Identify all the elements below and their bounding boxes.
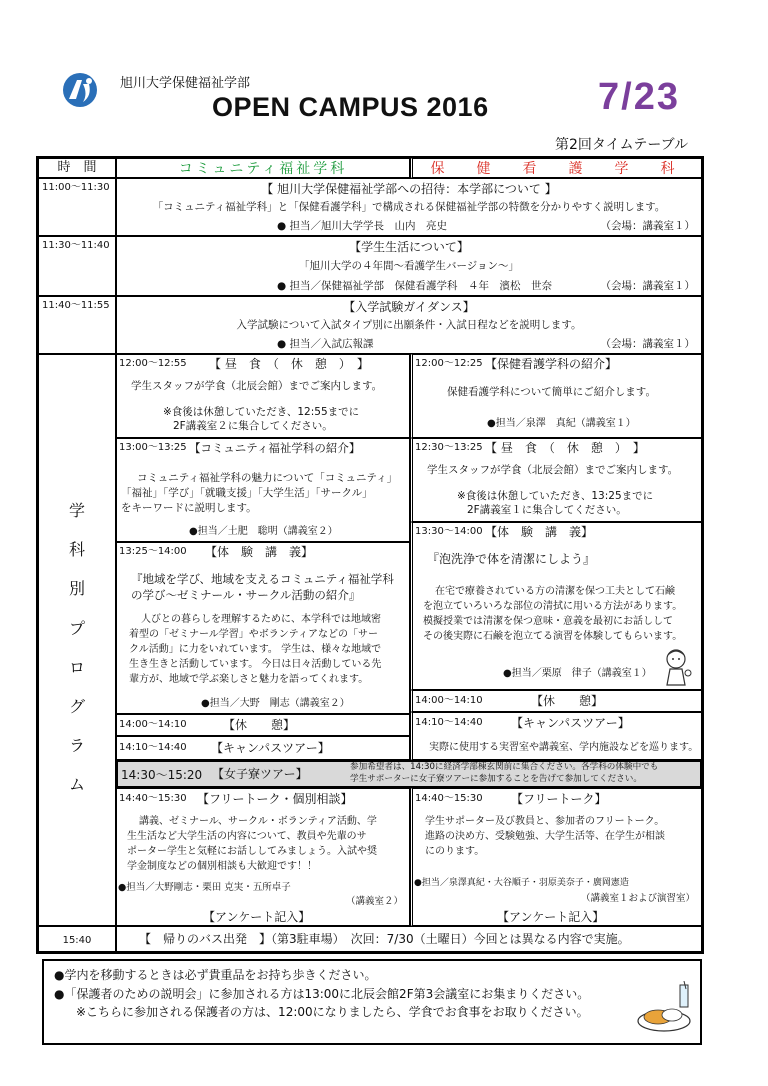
session-person: ●担当／泉澤真紀・大谷順子・羽原美奈子・廣岡憲造 (414, 878, 629, 888)
session-title: 【フリートーク】 (511, 792, 607, 806)
common-session-student-life (116, 236, 702, 296)
note-parents-lunch: ※こちらに参加される保護者の方は、12:00になりましたら、学食でお食事をお取りください。 (76, 1005, 589, 1020)
session-person: ●担当／泉澤 真紀（講義室１） (487, 418, 636, 429)
session-time: 13:00～13:25 (119, 442, 187, 453)
session-person: ● 担当／旭川大学学長 山内 亮史 (277, 220, 447, 232)
community-lunch: 12:00～12:55 【 昼 食 （ 休 憩 ） 】 学生スタッフが学食（北辰会館）までご案内します。 ※食後は休憩していただき、12:55までに 2F講義室２に集合してください。 (116, 354, 410, 438)
program-label: 学 科 別 プ ロ グ ラ ム (38, 354, 116, 926)
session-title: 【キャンパスツアー】 (211, 741, 330, 755)
session-time: 14:40～15:30 (415, 793, 483, 804)
session-time: 14:30～15:20 (121, 768, 203, 782)
session-room: （講義室１および演習室） (580, 893, 695, 904)
time-cell: 11:40～11:55 (38, 296, 116, 354)
common-session-admission (116, 296, 702, 354)
community-intro: 13:00～13:25 【コミュニティ福祉学科の紹介】 コミュニティ福祉学科の魅力について「コミュニティ」 「福祉」「学び」「就職支援」「大学生活」「サークル」 をキーワードに説明します。 ●担当／土肥 聡明（講義室２） (116, 438, 410, 542)
event-date: 7/23 (598, 76, 680, 118)
session-title: 【入学試験ガイダンス】 (343, 300, 475, 314)
session-time: 14:10～14:40 (119, 742, 187, 753)
session-title: 【 昼 食 （ 休 憩 ） 】 (485, 441, 645, 455)
community-tour (116, 736, 410, 760)
bus-departure: 【 帰りのバス出発 】（第3駐車場） 次回：7/30（土曜日）今回とは異なる内容で実施。 (116, 926, 702, 952)
session-room: （講義室２） (345, 896, 403, 907)
survey-label: 【アンケート記入】 (497, 910, 605, 924)
timetable-subtitle: 第2回タイムテーブル (555, 137, 689, 153)
time-cell: 11:30～11:40 (38, 236, 116, 296)
dorm-tour: 14:30～15:20 【女子寮ツアー】 参加希望者は、14:30に経済学部棟玄関前に集合ください。各学科の体験中でも 学生サポーターに女子寮ツアーに参加することを告げて参加してください。 (116, 760, 702, 788)
session-room: （会場：講義室１） (600, 220, 695, 232)
session-time: 13:30～14:00 (415, 526, 483, 537)
session-time: 14:10～14:40 (415, 717, 483, 728)
session-time: 13:25～14:00 (119, 546, 187, 557)
time-cell: 11:00～11:30 (38, 178, 116, 236)
session-person: ●担当／土肥 聡明（講義室２） (189, 526, 338, 537)
session-person: ● 担当／保健福祉学部 保健看護学科 ４年 濱松 世奈 (277, 280, 552, 292)
session-title: 【学生生活について】 (349, 240, 469, 254)
note-valuables: ●学内を移動するときは必ず貴重品をお持ち歩きください。 (54, 968, 377, 982)
column-header-community: コミュニティ福祉学科 (116, 158, 410, 178)
notes-box (42, 959, 702, 1045)
community-free-talk: 14:40～15:30 【フリートーク・個別相談】 講義、ゼミナール、サークル・ボランティア活動、学 生生活など大学生活の内容について、教員や先輩のサ ポーター学生と気軽にお話ししてみましょう。入試や奨 学金制度などの個別相談も大歓迎です！！ ●担当／大野剛志・栗田 克実・五所卓子 （講義室２） 【アンケート記入】 (116, 788, 410, 926)
session-title: 【保健看護学科の紹介】 (485, 357, 618, 371)
session-description: 入学試験について入試タイプ別に出願条件・入試日程などを説明します。 (236, 319, 582, 332)
session-title: 【休 憩】 (531, 694, 604, 708)
common-session-invitation (116, 178, 702, 236)
nursing-free-talk: 14:40～15:30 【フリートーク】 学生サポーター及び教員と、参加者のフリートーク。 進路の決め方、受験勉強、大学生活等、在学生が相談 にのります。 ●担当／泉澤真紀・大谷順子・羽原美奈子・廣岡憲造 （講義室１および演習室） 【アンケート記入】 (410, 788, 702, 926)
session-room: （会場：講義室１） (600, 338, 695, 350)
nursing-lecture: 13:30～14:00 【体 験 講 義】 『泡洗浄で体を清潔にしよう』 在宅で療養されている方の清潔を保つ工夫として石鹸 を泡立ていろいろな部位の清拭に用いる方法があります。 模擬授業では清潔を保つ意味・意義を最初にお話しして その後実際に石鹸を泡立てる演習を体験してもらいます。 ●担当／栗原 律子（講義室１） (410, 522, 702, 690)
session-person: ●担当／大野剛志・栗田 克実・五所卓子 (118, 882, 291, 893)
session-title: 【休 憩】 (223, 718, 296, 732)
session-title: 【フリートーク・個別相談】 (197, 792, 353, 806)
session-description: 「旭川大学の４年間～看護学生バージョン～」 (298, 260, 520, 273)
page-title: OPEN CAMPUS 2016 (212, 92, 489, 122)
session-time: 12:30～13:25 (415, 442, 483, 453)
column-header-time: 時 間 (38, 158, 116, 178)
time-cell: 15:40 (38, 926, 116, 952)
session-time: 14:40～15:30 (119, 793, 187, 804)
nurse-illustration-icon (659, 647, 693, 687)
session-description: 「コミュニティ福祉学科」と「保健看護学科」で構成される保健福祉学部の特徴を分かりやすく説明します。 (152, 201, 666, 214)
session-title: 【体 験 講 義】 (205, 545, 314, 559)
session-room: （会場：講義室１） (600, 280, 695, 292)
session-time: 12:00～12:55 (119, 358, 187, 369)
session-time: 12:00～12:25 (415, 358, 483, 369)
timetable (36, 156, 704, 954)
session-title: 【体 験 講 義】 (485, 525, 594, 539)
curry-rice-icon (636, 981, 694, 1035)
community-lecture: 13:25～14:00 【体 験 講 義】 『地域を学び、地域を支えるコミュニティ福祉学科 の学び～ゼミナール・サークル活動の紹介』 人びとの暮らしを理解するために、本学科では地域密 着型の「ゼミナール学習」やボランティアなどの「サー クル活動」に力をいれています。 学生は、様々な地域で 生き生きと活動しています。 今日は日々活動している先 輩方が、地域で学ぶ楽しさと魅力を語ってくれます。 ●担当／大野 剛志（講義室２） (116, 542, 410, 714)
session-time: 14:00～14:10 (415, 695, 483, 706)
university-logo (62, 72, 98, 108)
session-time: 14:00～14:10 (119, 719, 187, 730)
nursing-break (410, 690, 702, 712)
nursing-tour: 14:10～14:40 【キャンパスツアー】 実際に使用する実習室や講義室、学内施設などを巡ります。 (410, 712, 702, 760)
session-title: 【 旭川大学保健福祉学部への招待：本学部について 】 (261, 182, 557, 196)
university-name: 旭川大学保健福祉学部 (120, 76, 251, 91)
session-person: ●担当／大野 剛志（講義室２） (201, 698, 350, 709)
session-person: ● 担当／入試広報課 (277, 338, 374, 350)
survey-label: 【アンケート記入】 (203, 910, 311, 924)
column-header-nursing: 保 健 看 護 学 科 (410, 158, 702, 178)
session-title: 【コミュニティ福祉学科の紹介】 (189, 441, 361, 455)
nursing-lunch: 12:30～13:25 【 昼 食 （ 休 憩 ） 】 学生スタッフが学食（北辰会館）までご案内します。 ※食後は休憩していただき、13:25までに 2F講義室１に集合してください。 (410, 438, 702, 522)
session-title: 【女子寮ツアー】 (212, 767, 308, 781)
nursing-intro: 12:00～12:25 【保健看護学科の紹介】 保健看護学科について簡単にご紹介します。 ●担当／泉澤 真紀（講義室１） (410, 354, 702, 438)
note-parents-session: ●「保護者のための説明会」に参加される方は13:00に北辰会館2F第3会議室にお集まりください。 (54, 986, 590, 1001)
session-person: ●担当／栗原 律子（講義室１） (503, 668, 652, 679)
session-title: 【 昼 食 （ 休 憩 ） 】 (209, 357, 369, 371)
session-title: 【キャンパスツアー】 (511, 716, 630, 730)
community-break (116, 714, 410, 736)
